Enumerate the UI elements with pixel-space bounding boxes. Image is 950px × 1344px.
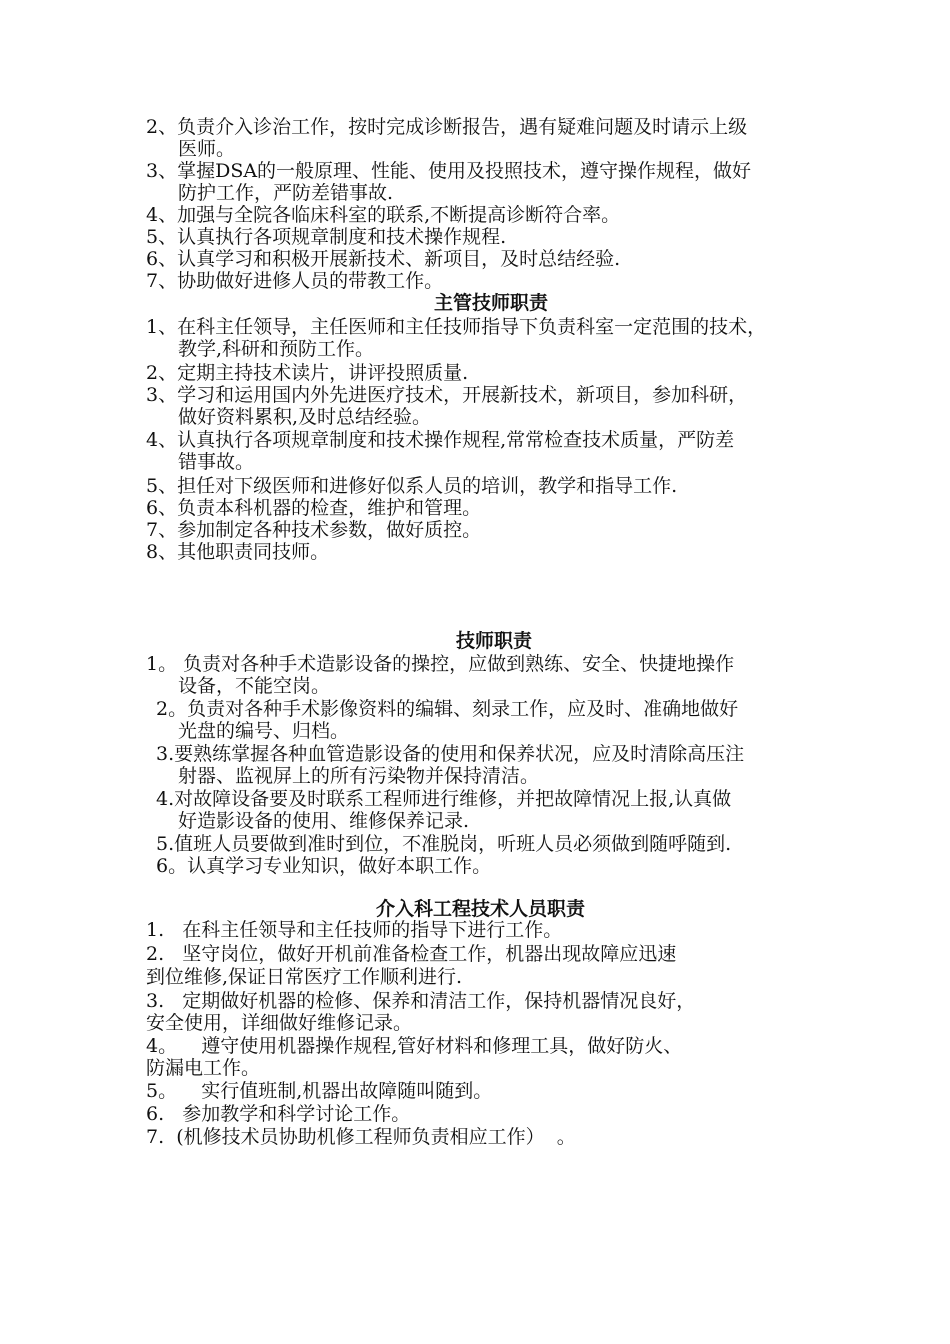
list-item-continuation: 好造影设备的使用、维修保养记录. <box>178 810 470 832</box>
list-item-continuation: 射器、监视屏上的所有污染物并保持清洁。 <box>178 765 540 787</box>
list-item: 2。负责对各种手术影像资料的编辑、刻录工作，应及时、准确地做好 <box>156 698 739 720</box>
list-item: 8、其他职责同技师。 <box>146 541 330 563</box>
list-item: 4、加强与全院各临床科室的联系,不断提高诊断符合率。 <box>146 204 621 226</box>
list-item: 6。认真学习专业知识，做好本职工作。 <box>156 855 492 877</box>
list-item: 2. 坚守岗位，做好开机前准备检查工作，机器出现故障应迅速 <box>146 943 677 965</box>
list-item: 3、掌握DSA的一般原理、性能、使用及投照技术，遵守操作规程，做好 <box>146 160 752 182</box>
list-item: 4、认真执行各项规章制度和技术操作规程,常常检查技术质量，严防差 <box>146 429 735 451</box>
list-item-continuation: 医师。 <box>178 138 236 160</box>
list-item: 3. 定期做好机器的检修、保养和清洁工作，保持机器情况良好， <box>146 990 696 1012</box>
list-item: 6、认真学习和积极开展新技术、新项目，及时总结经验. <box>146 248 621 270</box>
list-item: 1、在科主任领导，主任医师和主任技师指导下负责科室一定范围的技术， <box>146 316 767 338</box>
list-item: 2、定期主持技术读片，讲评投照质量. <box>146 362 469 384</box>
list-item: 4。 遵守使用机器操作规程,管好材料和修理工具，做好防火、 <box>146 1035 683 1057</box>
list-item-continuation: 光盘的编号、归档。 <box>178 720 350 742</box>
list-item: 2、负责介入诊治工作，按时完成诊断报告，遇有疑难问题及时请示上级 <box>146 116 748 138</box>
section-c-title: 技师职责 <box>456 630 533 652</box>
list-item-continuation: 防护工作，严防差错事故. <box>178 182 394 204</box>
list-item: 5、担任对下级医师和进修好似系人员的培训，教学和指导工作. <box>146 475 678 497</box>
list-item: 5。 实行值班制,机器出故障随叫随到。 <box>146 1080 493 1102</box>
list-item: 7. (机修技术员协助机修工程师负责相应工作） 。 <box>146 1126 576 1148</box>
list-item: 5、认真执行各项规章制度和技术操作规程. <box>146 226 507 248</box>
list-item-continuation: 设备，不能空岗。 <box>178 675 331 697</box>
list-item: 7、参加制定各种技术参数，做好质控。 <box>146 519 482 541</box>
list-item-continuation: 教学,科研和预防工作。 <box>178 338 375 360</box>
list-item-continuation: 防漏电工作。 <box>146 1057 261 1079</box>
list-item: 1. 在科主任领导和主任技师的指导下进行工作。 <box>146 919 563 941</box>
list-item: 6. 参加教学和科学讨论工作。 <box>146 1103 411 1125</box>
list-item-continuation: 错事故。 <box>178 451 255 473</box>
list-item: 1。 负责对各种手术造影设备的操控，应做到熟练、安全、快捷地操作 <box>146 653 735 675</box>
section-b-title: 主管技师职责 <box>434 292 549 314</box>
list-item: 6、负责本科机器的检查，维护和管理。 <box>146 497 482 519</box>
list-item: 4.对故障设备要及时联系工程师进行维修，并把故障情况上报,认真做 <box>156 788 732 810</box>
list-item-continuation: 到位维修,保证日常医疗工作顺利进行. <box>146 966 463 988</box>
list-item: 3、学习和运用国内外先进医疗技术，开展新技术，新项目，参加科研， <box>146 384 748 406</box>
section-d-title: 介入科工程技术人员职责 <box>376 898 586 920</box>
list-item-continuation: 做好资料累积,及时总结经验。 <box>178 406 432 428</box>
list-item: 7、协助做好进修人员的带教工作。 <box>146 270 444 292</box>
list-item-continuation: 安全使用，详细做好维修记录。 <box>146 1012 413 1034</box>
list-item: 5.值班人员要做到准时到位，不准脱岗，听班人员必须做到随呼随到. <box>156 833 732 855</box>
list-item: 3.要熟练掌握各种血管造影设备的使用和保养状况，应及时清除高压注 <box>156 743 745 765</box>
